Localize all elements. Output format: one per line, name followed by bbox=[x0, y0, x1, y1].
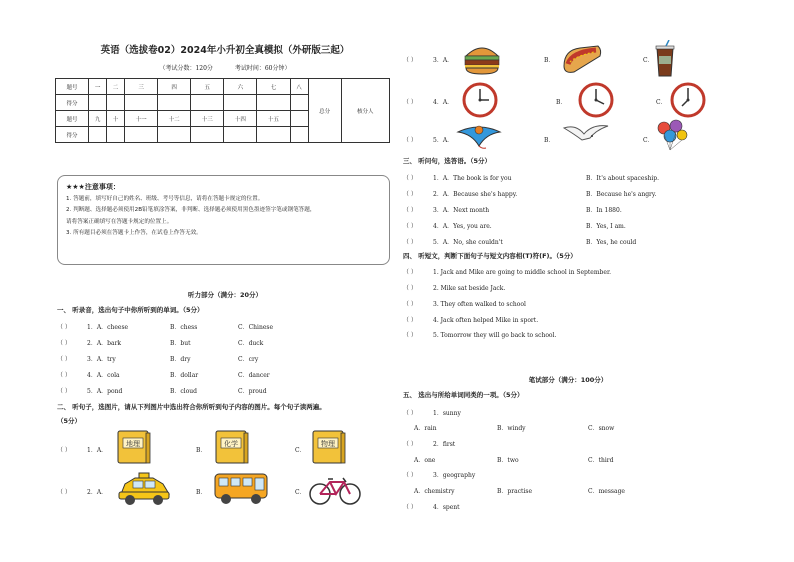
option-b: B．dry bbox=[170, 356, 191, 363]
answer-blank[interactable]: （ ） bbox=[57, 372, 71, 379]
bicycle-image bbox=[308, 472, 362, 508]
notice-heading: ★★★注意事项： bbox=[66, 183, 120, 191]
table-cell: 题号 bbox=[56, 111, 89, 127]
question-row bbox=[403, 97, 453, 106]
option-c: C． bbox=[295, 489, 306, 496]
score-table bbox=[55, 78, 390, 143]
q4-heading: 四、 听短文，判断下面句子与短文内容相(T)符(F)。（5分） bbox=[403, 252, 577, 260]
book-geography-image bbox=[115, 428, 153, 468]
option-b: B．cloud bbox=[170, 388, 198, 395]
option-a: 3．A．try bbox=[87, 356, 116, 363]
question-row bbox=[403, 237, 503, 246]
answer-blank[interactable]: （ ） bbox=[403, 317, 417, 324]
option-c: C．duck bbox=[238, 340, 264, 347]
answer-blank[interactable]: （ ） bbox=[403, 285, 417, 292]
answer-blank[interactable]: （ ） bbox=[403, 332, 417, 339]
table-cell: 四 bbox=[158, 79, 191, 95]
option-c: C．snow bbox=[588, 425, 615, 432]
balloons-image bbox=[654, 118, 690, 154]
answer-blank[interactable]: （ ） bbox=[403, 99, 417, 106]
table-cell: 七 bbox=[257, 79, 290, 95]
option-b: B．chess bbox=[170, 324, 198, 331]
question-row bbox=[57, 487, 107, 496]
question-row bbox=[403, 315, 538, 324]
option-c: C．message bbox=[588, 488, 625, 495]
table-cell: 一 bbox=[89, 79, 107, 95]
table-cell: 十三 bbox=[191, 111, 224, 127]
option-a: A．one bbox=[414, 457, 436, 464]
taxi-image bbox=[115, 470, 173, 508]
option-a: 5．A．No, she couldn't bbox=[433, 239, 503, 246]
option-b: B．In 1880. bbox=[586, 207, 622, 214]
table-cell: 题号 bbox=[56, 79, 89, 95]
statement: 1. Jack and Mike are going to middle school in September. bbox=[433, 269, 612, 276]
q3-heading: 三、 听问句，选答语。（5分） bbox=[403, 157, 492, 165]
question-row bbox=[403, 299, 526, 308]
question-row bbox=[403, 408, 461, 417]
notice-item: 3. 所有题目必须在答题卡上作答，在试卷上作答无效。 bbox=[66, 230, 202, 236]
statement: 4. Jack often helped Mike in sport. bbox=[433, 317, 539, 324]
question-row bbox=[403, 439, 455, 448]
option-c: C． bbox=[643, 57, 654, 64]
written-section-title: 笔试部分（满分：100分） bbox=[528, 376, 608, 384]
answer-blank[interactable]: （ ） bbox=[403, 410, 417, 417]
book-physics-image bbox=[310, 428, 348, 468]
clock-image bbox=[670, 82, 706, 120]
score-table-row bbox=[56, 79, 390, 95]
option-b: B．but bbox=[170, 340, 191, 347]
question-row bbox=[403, 221, 492, 230]
table-cell: 十四 bbox=[224, 111, 257, 127]
option-b: B． bbox=[196, 489, 207, 496]
option-a: 2．A．Because she's happy. bbox=[433, 191, 518, 198]
option-a: 4．A．cola bbox=[87, 372, 120, 379]
table-cell: 十一 bbox=[125, 111, 158, 127]
statement: 5. Tomorrow they will go back to school. bbox=[433, 332, 557, 339]
notice-item: 2. 判断题、选择题必须使用2B铅笔填涂答案，非判断、选择题必须使用黑色墨迹签字笔或钢笔答题， bbox=[66, 207, 316, 213]
question-row bbox=[57, 370, 120, 379]
option-b: B． bbox=[544, 57, 555, 64]
option-a: 5．A．pond bbox=[87, 388, 123, 395]
q2-points: （5分） bbox=[57, 417, 82, 425]
question-row bbox=[403, 267, 611, 276]
answer-blank[interactable]: （ ） bbox=[57, 340, 71, 347]
hamburger-image bbox=[462, 40, 502, 80]
table-cell: 十五 bbox=[257, 111, 290, 127]
notice-item: 1. 答题前，填写好自己的姓名、班级、考号等信息，请将在答题卡规定的位置。 bbox=[66, 195, 264, 202]
book-label: 地理 bbox=[126, 440, 140, 448]
option-a: 2．A．bark bbox=[87, 340, 122, 347]
table-cell-total: 总分 bbox=[308, 79, 341, 143]
question-row bbox=[403, 205, 489, 214]
answer-blank[interactable]: （ ） bbox=[403, 239, 417, 246]
question-row bbox=[403, 283, 505, 292]
answer-blank[interactable]: （ ） bbox=[403, 269, 417, 276]
table-cell: 三 bbox=[125, 79, 158, 95]
page-title: 英语（选拔卷02）2024年小升初全真模拟（外研版三起） bbox=[100, 45, 350, 56]
bus-image bbox=[212, 470, 270, 508]
option-a: 5．A． bbox=[433, 137, 454, 144]
q5-heading: 五、 选出与所给单词同类的一项。（5分） bbox=[403, 391, 524, 399]
question-row bbox=[403, 55, 453, 64]
question-row bbox=[403, 470, 475, 479]
question-row bbox=[403, 189, 517, 198]
table-cell: 得分 bbox=[56, 95, 89, 111]
option-a: 1．A．cheese bbox=[87, 324, 129, 331]
statement: 3. They often walked to school bbox=[433, 301, 526, 308]
question-row bbox=[57, 354, 116, 363]
option-a: 4．A．Yes, you are. bbox=[433, 223, 492, 230]
question-row bbox=[403, 330, 556, 339]
option-b: B．Yes, he could bbox=[586, 239, 637, 246]
table-cell-checker: 核分人 bbox=[341, 79, 389, 143]
question-row bbox=[57, 322, 128, 331]
option-b: B．practise bbox=[497, 488, 533, 495]
question-word: 4．spent bbox=[433, 504, 460, 511]
question-row bbox=[403, 135, 453, 144]
listening-section-title: 听力部分（满分：20分） bbox=[187, 291, 263, 299]
table-cell: 八 bbox=[290, 79, 308, 95]
answer-blank[interactable]: （ ） bbox=[403, 301, 417, 308]
notice-item: 请将答案正确填写在答题卡规定的位置上。 bbox=[66, 218, 173, 225]
table-cell: 十二 bbox=[158, 111, 191, 127]
option-c: C．Chinese bbox=[238, 324, 274, 331]
table-cell: 五 bbox=[191, 79, 224, 95]
option-b: B．dollar bbox=[170, 372, 199, 379]
book-label: 化学 bbox=[224, 440, 238, 448]
option-a: 4．A． bbox=[433, 99, 454, 106]
option-b: B．two bbox=[497, 457, 519, 464]
question-row bbox=[403, 173, 511, 182]
q2-heading: 二、 听句子，选图片，请从下列图片中选出符合你所听到句子内容的图片。每个句子读两遍。 bbox=[57, 403, 326, 411]
option-a: A．chemistry bbox=[414, 488, 455, 495]
option-b: B．windy bbox=[497, 425, 526, 432]
statement: 2. Mike sat beside Jack. bbox=[433, 285, 506, 292]
answer-blank[interactable]: （ ） bbox=[57, 356, 71, 363]
option-b: B． bbox=[196, 447, 207, 454]
clock-image bbox=[578, 82, 614, 120]
clock-image bbox=[462, 82, 498, 120]
answer-blank[interactable]: （ ） bbox=[57, 324, 71, 331]
question-row bbox=[57, 338, 121, 347]
exam-info bbox=[100, 63, 350, 72]
option-a: 2．A． bbox=[87, 489, 108, 496]
answer-blank[interactable]: （ ） bbox=[403, 207, 417, 214]
table-cell: 十 bbox=[107, 111, 125, 127]
option-c: C．proud bbox=[238, 388, 267, 395]
option-a: 3．A． bbox=[433, 57, 454, 64]
exam-time: 考试时间：60分钟） bbox=[234, 65, 291, 72]
answer-blank[interactable]: （ ） bbox=[403, 441, 417, 448]
table-cell: 得分 bbox=[56, 127, 89, 143]
answer-blank[interactable]: （ ） bbox=[403, 57, 417, 64]
option-a: 1．A． bbox=[87, 447, 108, 454]
option-b: B． bbox=[556, 99, 567, 106]
book-chemistry-image bbox=[213, 428, 251, 468]
answer-blank[interactable]: （ ） bbox=[403, 504, 417, 511]
answer-blank[interactable]: （ ） bbox=[403, 175, 417, 182]
answer-blank[interactable]: （ ） bbox=[403, 137, 417, 144]
option-a: 1．A．The book is for you bbox=[433, 175, 512, 182]
table-cell: 六 bbox=[224, 79, 257, 95]
answer-blank[interactable]: （ ） bbox=[57, 388, 71, 395]
option-a: 3．A．Next month bbox=[433, 207, 490, 214]
option-c: C．dancer bbox=[238, 372, 270, 379]
table-cell: 九 bbox=[89, 111, 107, 127]
option-b: B．It's about spaceship. bbox=[586, 175, 660, 182]
option-c: C． bbox=[656, 99, 667, 106]
book-label: 物理 bbox=[321, 440, 335, 448]
notice-box bbox=[57, 175, 390, 265]
q1-heading: 一、 听录音，选出句子中你所听到的单词。（5分） bbox=[57, 306, 204, 314]
exam-score: （考试分数：120分 bbox=[159, 65, 213, 72]
option-c: C． bbox=[643, 137, 654, 144]
question-row bbox=[403, 502, 460, 511]
table-cell: 二 bbox=[107, 79, 125, 95]
hotdog-image bbox=[560, 42, 604, 78]
answer-blank[interactable]: （ ） bbox=[57, 447, 71, 454]
option-c: C． bbox=[295, 447, 306, 454]
question-word: 3．geography bbox=[433, 472, 476, 479]
option-c: C．cry bbox=[238, 356, 259, 363]
answer-blank[interactable]: （ ） bbox=[403, 472, 417, 479]
option-b: B．Because he's angry. bbox=[586, 191, 657, 198]
option-c: C．third bbox=[588, 457, 614, 464]
question-row bbox=[57, 386, 122, 395]
kite-image bbox=[456, 120, 502, 152]
option-a: A．rain bbox=[414, 425, 437, 432]
option-b: B．Yes, I am. bbox=[586, 223, 626, 230]
answer-blank[interactable]: （ ） bbox=[403, 191, 417, 198]
answer-blank[interactable]: （ ） bbox=[403, 223, 417, 230]
answer-blank[interactable]: （ ） bbox=[57, 489, 71, 496]
bird-image bbox=[562, 120, 610, 150]
cola-cup-image bbox=[654, 40, 676, 80]
question-word: 2．first bbox=[433, 441, 456, 448]
option-b: B． bbox=[544, 137, 555, 144]
question-word: 1．sunny bbox=[433, 410, 461, 417]
question-row bbox=[57, 445, 107, 454]
